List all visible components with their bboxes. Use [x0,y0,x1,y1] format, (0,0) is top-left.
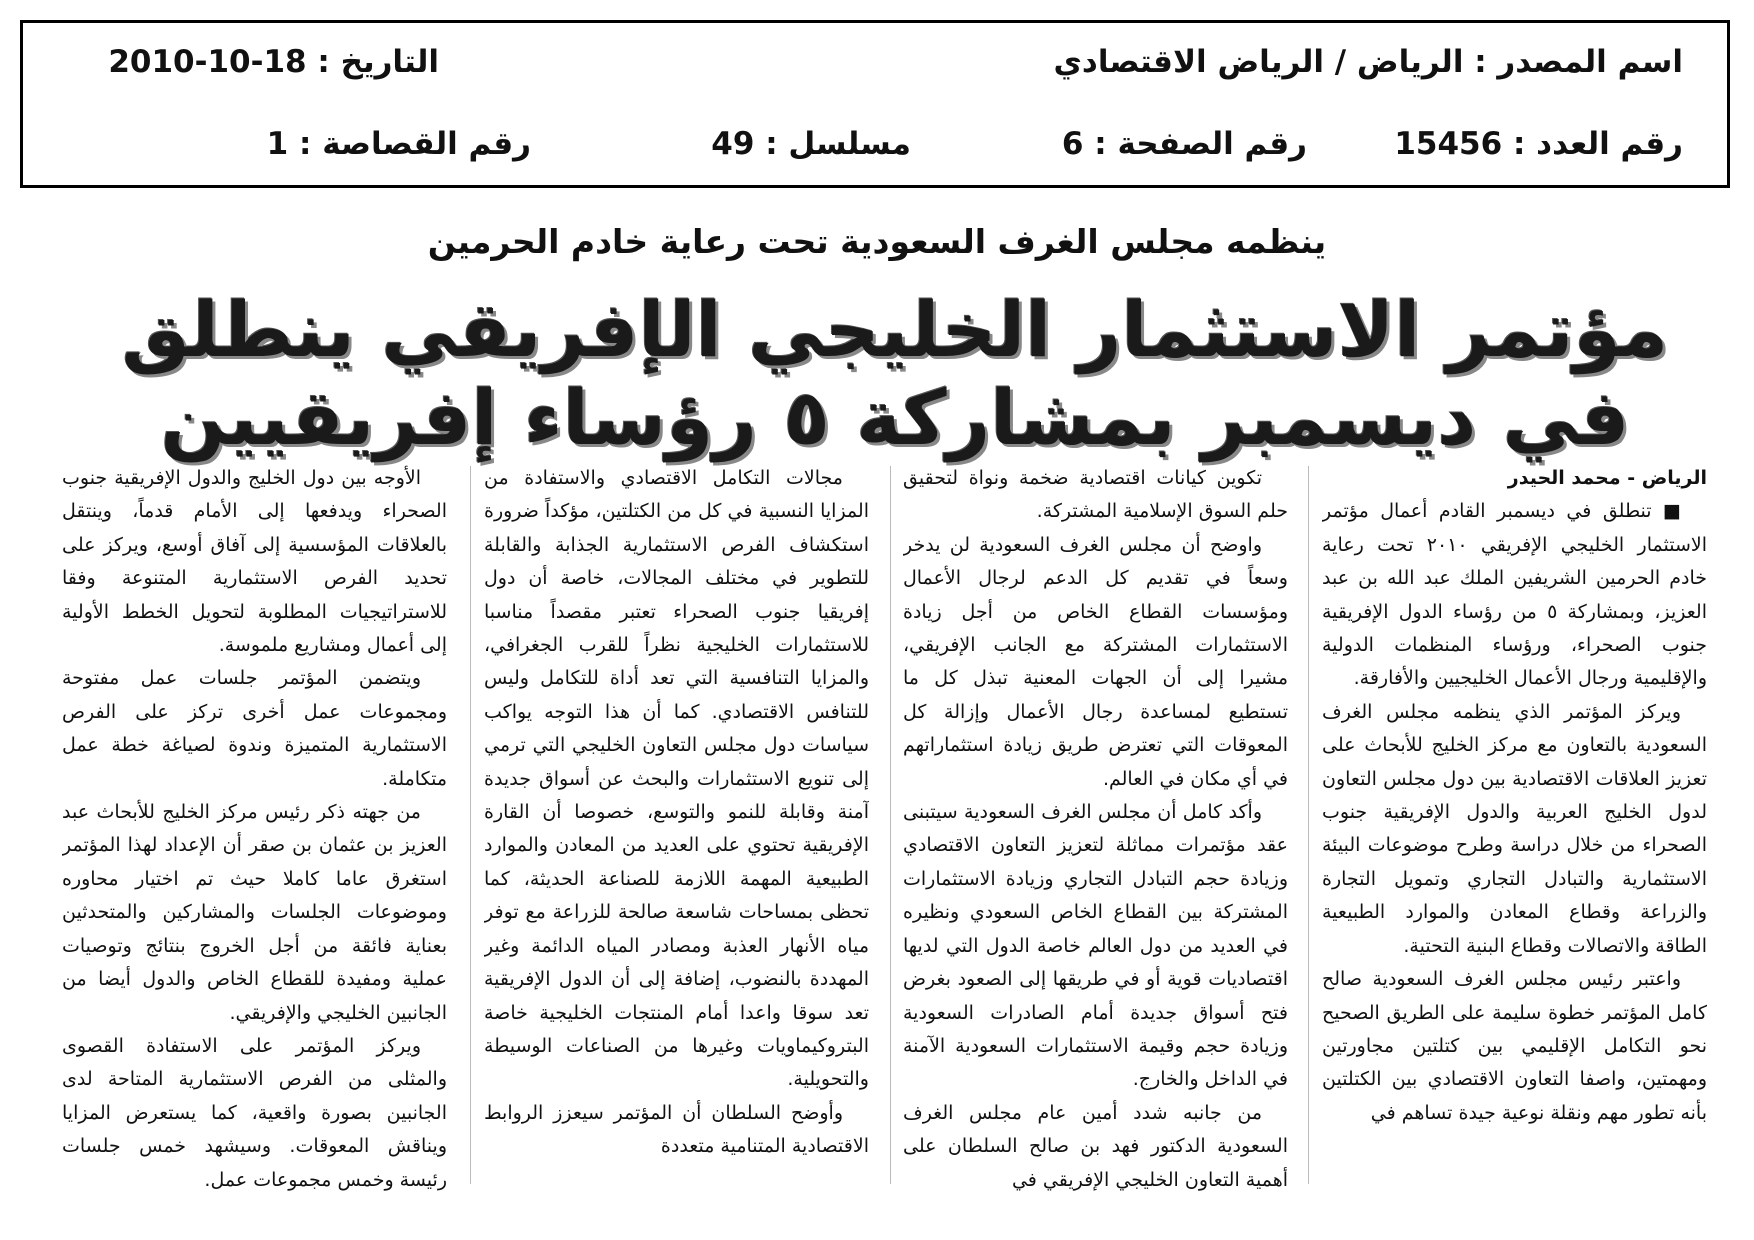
article-paragraph: الأوجه بين دول الخليج والدول الإفريقية جنوب الصحراء ويدفعها إلى الأمام قدماً، وينتقل بالعلاقات المؤسسية إلى آفاق أوسع، ويركز على تحديد الفرص الاستثمارية المتنوعة وفقا للاستراتيجيات المطلوبة لتحويل الخطط الأولية إلى أعمال ومشاريع ملموسة. [62,467,447,657]
article-paragraph: ويركز المؤتمر الذي ينظمه مجلس الغرف السعودية بالتعاون مع مركز الخليج للأبحاث على تعزيز العلاقات الاقتصادية بين دول مجلس التعاون لدول الخليج العربية والدول الإفريقية جنوب الصحراء من خلال دراسة وطرح موضوعات البيئة الاستثمارية والتبادل التجاري وتمويل التجارة والزراعة وقطاع المعادن والموارد الطبيعية الطاقة والاتصالات وقطاع البنية التحتية. [1322,700,1707,957]
clipping-number-field: رقم القصاصة : 1 [266,126,531,162]
header-box [20,20,1730,188]
source-field: اسم المصدر : الرياض / الرياض الاقتصادي [1053,44,1683,80]
date-field: التاريخ : 18-10-2010 [108,44,439,80]
column-divider [470,466,471,1184]
article-paragraph: من جانبه شدد أمين عام مجلس الغرف السعودية الدكتور فهد بن صالح السلطان على أهمية التعاون الخليجي الإفريقي في [903,1101,1288,1191]
article-column-1 [1322,462,1707,1192]
article-paragraph: ويركز المؤتمر على الاستفادة القصوى والمثلى من الفرص الاستثمارية المتاحة لدى الجانبين بصورة واقعية، كما يستعرض المزايا ويناقش المعوقات. وسيشهد خمس جلسات رئيسة وخمس مجموعات عمل. [62,1034,447,1191]
article-paragraph: تكوين كيانات اقتصادية ضخمة ونواة لتحقيق حلم السوق الإسلامية المشتركة. [903,467,1288,523]
column-divider [1308,466,1309,1184]
article-headline-line-1: مؤتمر الاستثمار الخليجي الإفريقي ينطلق [121,285,1669,374]
article-paragraph: وأوضح السلطان أن المؤتمر سيعزز الروابط الاقتصادية المتنامية متعددة [484,1101,869,1158]
article-paragraph: مجالات التكامل الاقتصادي والاستفادة من المزايا النسبية في كل من الكتلتين، مؤكداً ضرورة استكشاف الفرص الاستثمارية الجذابة والقابلة للتطوير في مختلف المجالات، خاصة أن دول إفريقيا جنوب الصحراء تعتبر مقصداً مناسبا للاستثمارات الخليجية نظراً للقرب الجغرافي، والمزايا التنافسية التي تعد أداة للتكامل وليس للتنافس الاقتصادي. كما أن هذا التوجه يواكب سياسات دول مجلس التعاون الخليجي التي ترمي إلى تنويع الاستثمارات والبحث عن أسواق جديدة آمنة وقابلة للنمو والتوسع، خصوصا أن القارة الإفريقية تحتوي على العديد من المعادن والموارد الطبيعية المهمة اللازمة للصناعة الحديثة، كما تحظى بمساحات شاسعة صالحة للزراعة مع توفر مياه الأنهار العذبة ومصادر المياه الدائمة وغير المهددة بالنضوب، إضافة إلى أن الدول الإفريقية تعد سوقا واعدا أمام المنتجات الخليجية خاصة البتروكيماويات وغيرها من الصناعات الوسيطة والتحويلية. [484,467,869,1091]
article-paragraph: وأكد كامل أن مجلس الغرف السعودية سيتبنى عقد مؤتمرات مماثلة لتعزيز التعاون الاقتصادي وزيادة حجم التبادل التجاري وزيادة الاستثمارات المشتركة بين القطاع الخاص السعودي ونظيره في العديد من دول العالم خاصة الدول التي لديها اقتصاديات قوية أو في طريقها إلى الصعود بغرض فتح أسواق جديدة أمام الصادرات السعودية وزيادة حجم وقيمة الاستثمارات السعودية الآمنة في الداخل والخارج. [903,801,1288,1091]
article-paragraph: واوضح أن مجلس الغرف السعودية لن يدخر وسعاً في تقديم كل الدعم لرجال الأعمال ومؤسسات القطاع الخاص من أجل زيادة الاستثمارات المشتركة مع الجانب الإفريقي، مشيرا إلى أن الجهات المعنية تبذل كل ما تستطيع لمساعدة رجال الأعمال وإزالة كل المعوقات التي تعترض طريق زيادة استثماراتهم في أي مكان في العالم. [903,533,1288,790]
issue-number-field: رقم العدد : 15456 [1394,126,1683,162]
serial-field: مسلسل : 49 [711,126,911,162]
article-column-3 [484,462,869,1192]
article-paragraph: واعتبر رئيس مجلس الغرف السعودية صالح كامل المؤتمر خطوة سليمة على الطريق الصحيح نحو التكامل الإقليمي بين كتلتين مجاورتين ومهمتين، واصفا التعاون الاقتصادي بين الكتلتين بأنه تطور مهم ونقلة نوعية جيدة تساهم في [1322,968,1707,1124]
page-number-field: رقم الصفحة : 6 [1061,126,1307,162]
article-paragraph: من جهته ذكر رئيس مركز الخليج للأبحاث عبد العزيز بن عثمان بن صقر أن الإعداد لهذا المؤتمر استغرق عاما كاملا حيث تم اختيار محاوره وموضوعات الجلسات والمشاركين والمتحدثين بعناية فائقة من أجل الخروج بنتائج وتوصيات عملية ومفيدة للقطاع الخاص والدول أيضا من الجانبين الخليجي والإفريقي. [62,801,447,1024]
article-column-2 [903,462,1288,1192]
article-column-4 [62,462,447,1192]
article-headline-line-2: في ديسمبر بمشاركة ٥ رؤساء إفريقيين [160,373,1630,462]
article-paragraph: ويتضمن المؤتمر جلسات عمل مفتوحة ومجموعات عمل أخرى تركز على الفرص الاستثمارية المتميزة وندوة لصياغة خطة عمل متكاملة. [62,667,447,790]
article-subtitle: ينظمه مجلس الغرف السعودية تحت رعاية خادم الحرمين [427,222,1327,261]
column-divider [890,466,891,1184]
article-byline: الرياض - محمد الحيدر [1507,467,1707,489]
article-paragraph: ■ تنطلق في ديسمبر القادم أعمال مؤتمر الاستثمار الخليجي الإفريقي ٢٠١٠ تحت رعاية خادم الحرمين الشريفين الملك عبد الله بن عبد العزيز، وبمشاركة ٥ من رؤساء الدول الإفريقية جنوب الصحراء، ورؤساء المنظمات الدولية والإقليمية ورجال الأعمال الخليجيين والأفارقة. [1322,500,1707,690]
